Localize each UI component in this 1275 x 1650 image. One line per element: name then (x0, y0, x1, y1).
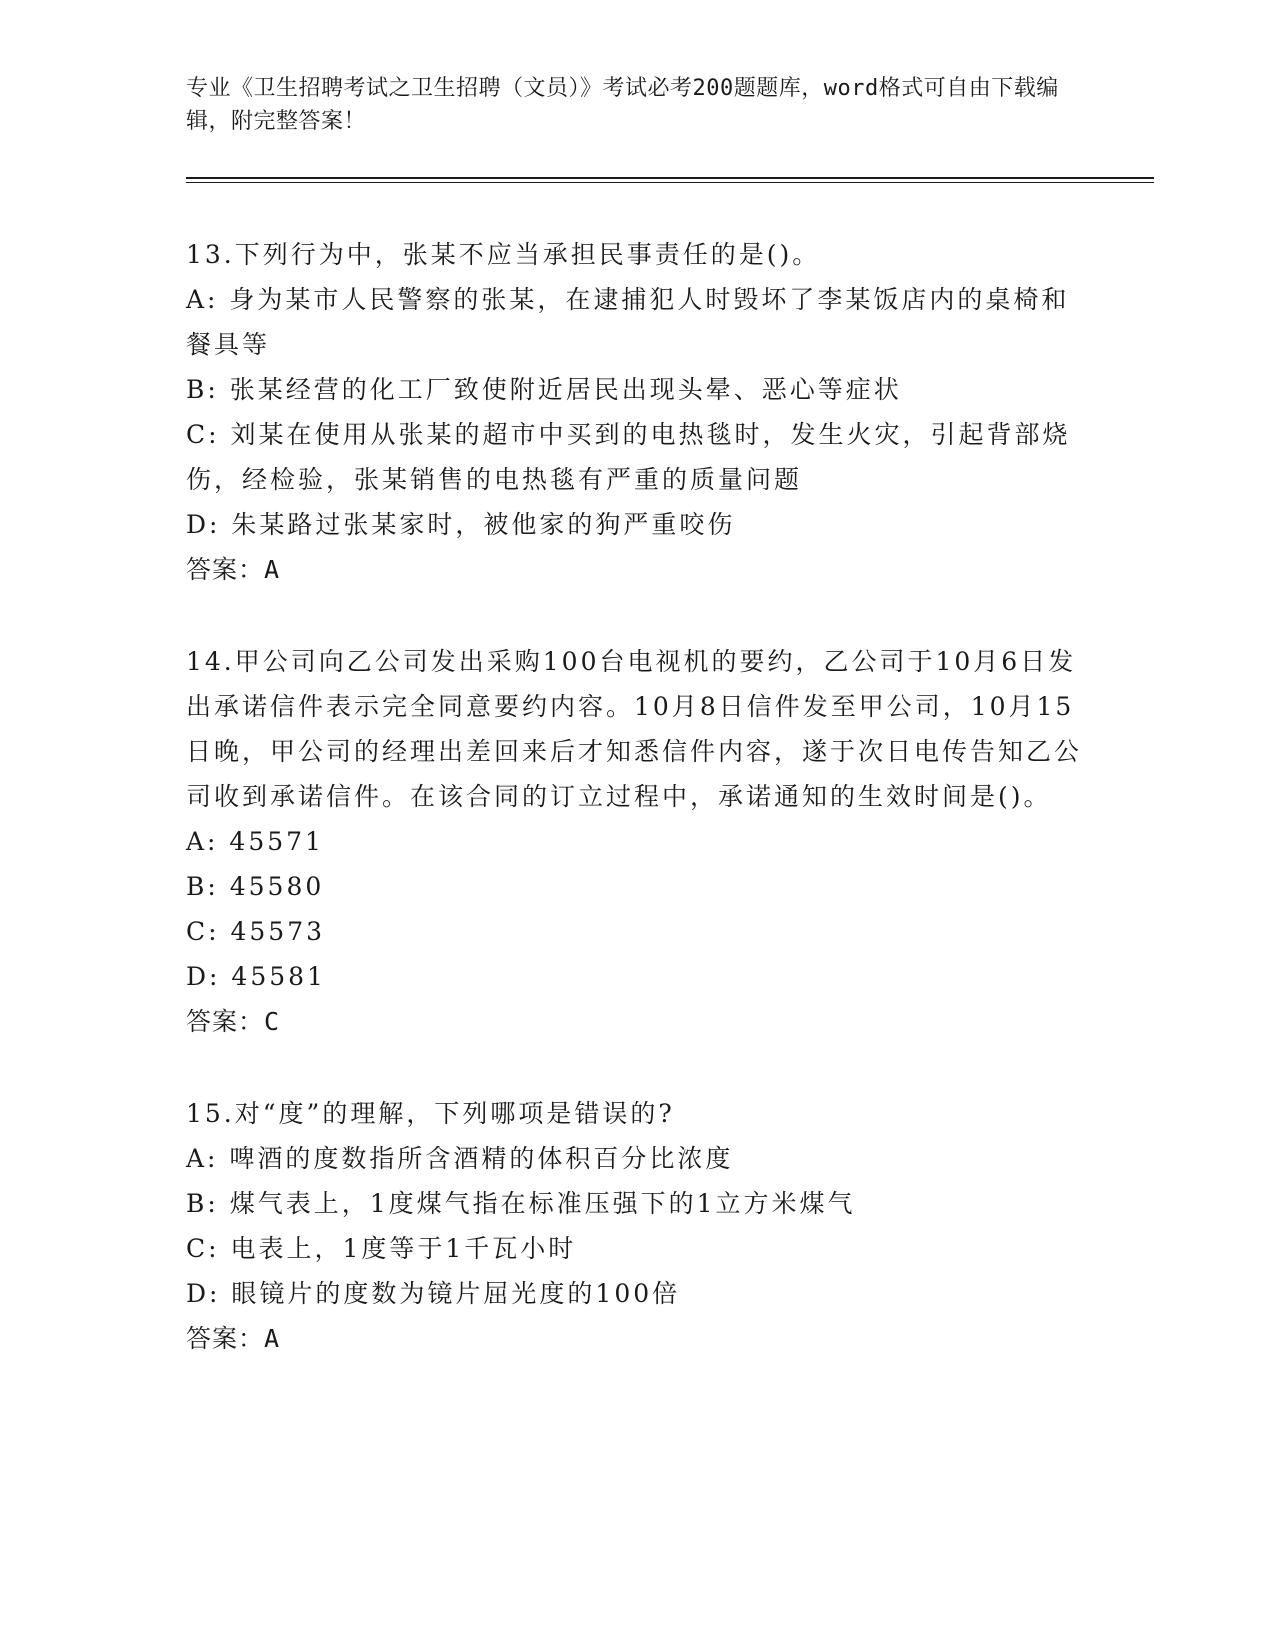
header-divider-thick (186, 177, 1154, 179)
document-header: 专业《卫生招聘考试之卫生招聘（文员）》考试必考200题题库，word格式可自由下载编辑，附完整答案！ (186, 76, 1059, 134)
option-c: C: 刘某在使用从张某的超市中买到的电热毯时，发生火灾，引起背部烧伤，经检验，张某销售的电热毯有严重的质量问题 (186, 420, 1071, 494)
answer-line (186, 999, 1086, 1045)
option-d: D: 朱某路过张某家时，被他家的狗严重咬伤 (186, 510, 736, 539)
option-b: B: 张某经营的化工厂致使附近居民出现头晕、恶心等症状 (186, 375, 902, 404)
question-13 (186, 232, 1086, 593)
answer-label: 答案： (186, 1007, 265, 1036)
option-c: C: 45573 (186, 917, 326, 946)
option-a: A: 啤酒的度数指所含酒精的体积百分比浓度 (186, 1144, 734, 1173)
option-d: D: 45581 (186, 962, 326, 991)
header-divider-thin (186, 182, 1154, 183)
option-d: D: 眼镜片的度数为镜片屈光度的100倍 (186, 1279, 681, 1308)
answer-value: C (264, 1007, 281, 1036)
question-list (186, 232, 1086, 1408)
answer-label: 答案： (186, 555, 265, 584)
answer-value: A (264, 555, 281, 584)
option-a: A: 身为某市人民警察的张某，在逮捕犯人时毁坏了李某饭店内的桌椅和餐具等 (186, 285, 1070, 359)
option-b: B: 煤气表上，1度煤气指在标准压强下的1立方米煤气 (186, 1189, 856, 1218)
answer-value: A (264, 1324, 281, 1353)
answer-line (186, 1316, 1086, 1362)
option-b: B: 45580 (186, 872, 325, 901)
question-15 (186, 1091, 1086, 1362)
option-c: C: 电表上，1度等于1千瓦小时 (186, 1234, 577, 1263)
option-a: A: 45571 (186, 827, 324, 856)
question-stem: 15.对“度”的理解，下列哪项是错误的? (186, 1099, 675, 1128)
answer-label: 答案： (186, 1324, 265, 1353)
question-14 (186, 639, 1086, 1045)
question-stem: 14.甲公司向乙公司发出采购100台电视机的要约，乙公司于10月6日发出承诺信件表示完全同意要约内容。10月8日信件发至甲公司，10月15日晚，甲公司的经理出差回来后才知悉信件内容，遂于次日电传告知乙公司收到承诺信件。在该合同的订立过程中，承诺通知的生效时间是()。 (186, 647, 1083, 811)
answer-line (186, 547, 1086, 593)
question-stem: 13.下列行为中，张某不应当承担民事责任的是()。 (186, 240, 821, 269)
